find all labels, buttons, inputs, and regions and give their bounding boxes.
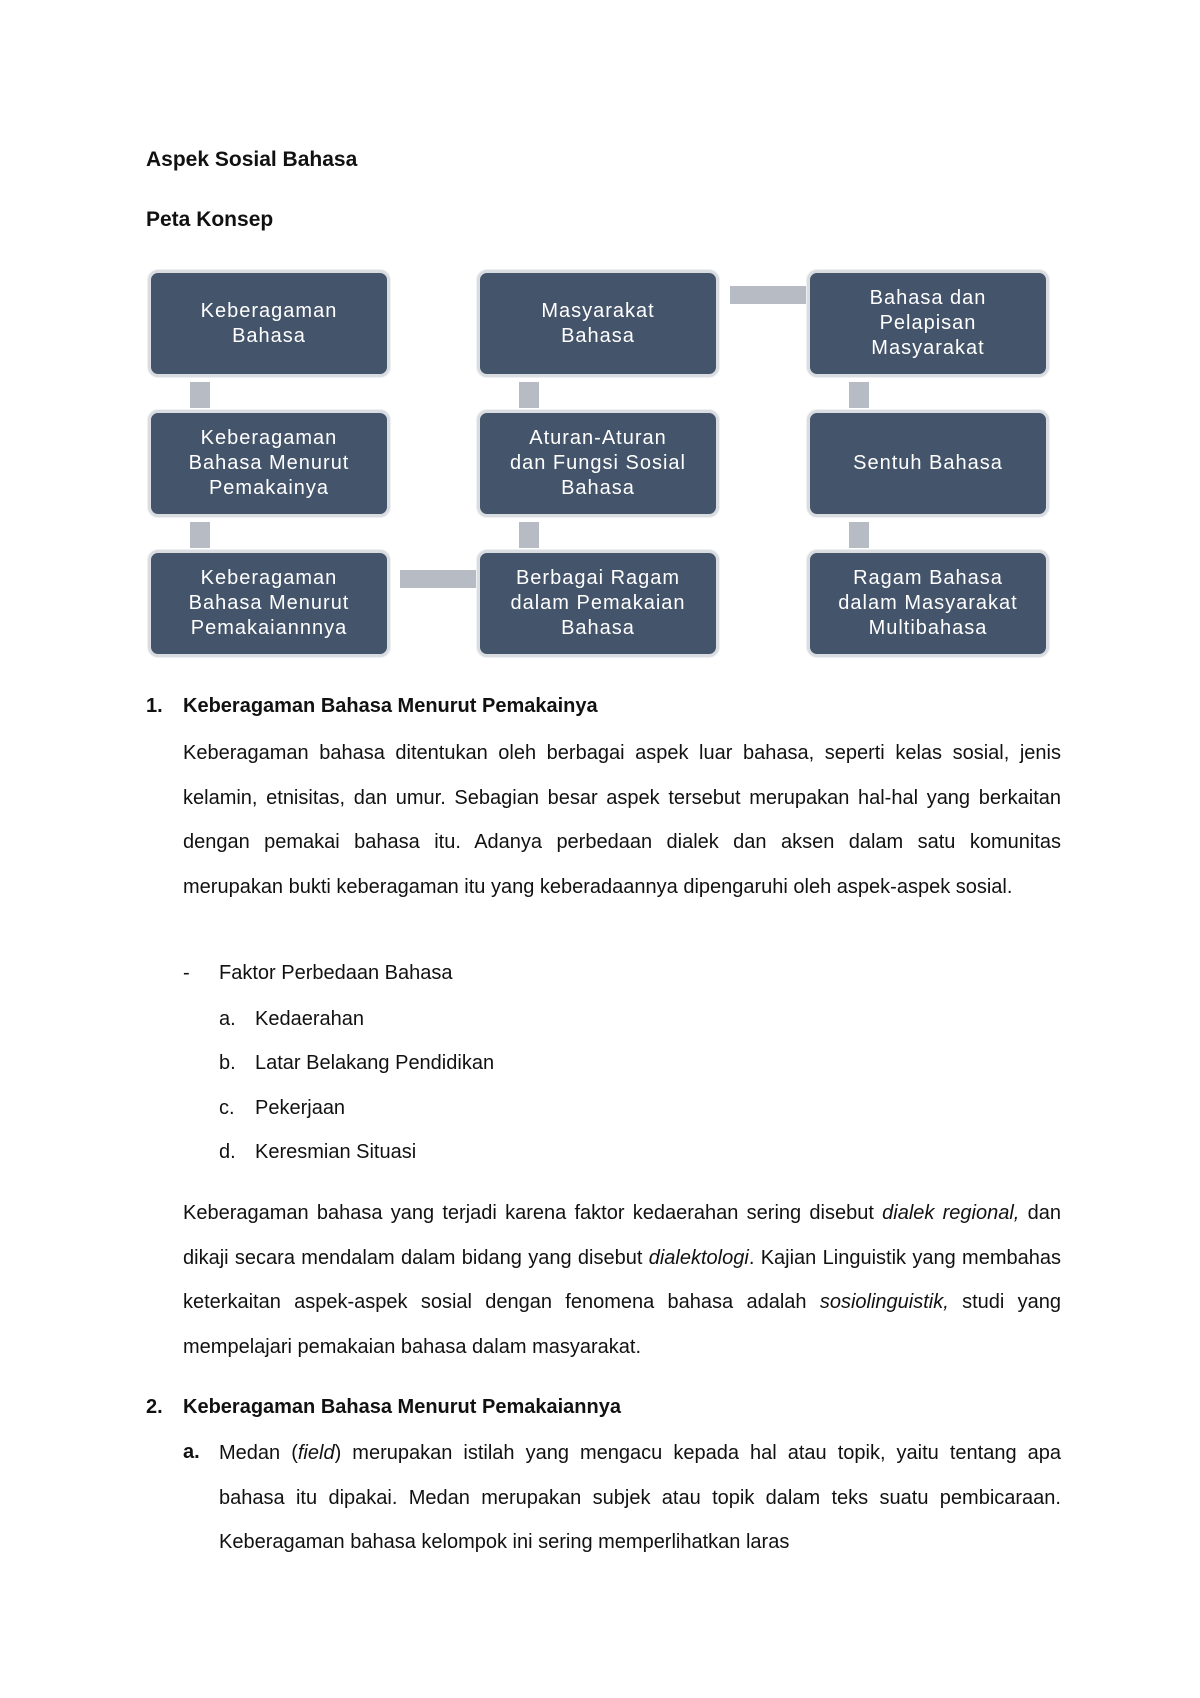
connector [400,570,476,588]
connector [519,522,539,548]
list-marker: a. [183,1441,200,1463]
list-marker: d. [219,1141,236,1163]
connector [849,522,869,548]
connector [190,382,210,408]
connector [519,382,539,408]
connector [849,382,869,408]
section-heading: Keberagaman Bahasa Menurut Pemakainya [183,695,598,717]
list-item: Latar Belakang Pendidikan [255,1052,495,1074]
section-paragraph: Keberagaman bahasa yang terjadi karena faktor kedaerahan sering disebut dialek regional, dan dikaji secara mendalam dalam bidang yang disebut dialektologi. Kajian Linguistik yang membahas keterkaitan aspek-aspek sosial dengan fenomena bahasa adalah sosiolinguistik, studi yang mempelajari pemakaian bahasa dalam masyarakat. [183,1202,1061,1358]
concept-box: Aturan-Aturan dan Fungsi Sosial Bahasa [477,410,719,517]
list-marker: c. [219,1097,235,1119]
concept-box: Sentuh Bahasa [807,410,1049,517]
list-item: Kedaerahan [255,1008,364,1030]
list-dash: - [183,962,190,984]
concept-box: Ragam Bahasa dalam Masyarakat Multibahasa [807,550,1049,657]
section-number: 2. [146,1396,163,1418]
section-number: 1. [146,695,163,717]
factor-heading: Faktor Perbedaan Bahasa [219,962,453,984]
concept-box: Masyarakat Bahasa [477,270,719,377]
concept-box: Keberagaman Bahasa [148,270,390,377]
connector [730,286,806,304]
connector [190,522,210,548]
page-subtitle: Peta Konsep [146,208,274,231]
list-marker: b. [219,1052,236,1074]
concept-box: Keberagaman Bahasa Menurut Pemakaiannnya [148,550,390,657]
concept-box: Bahasa dan Pelapisan Masyarakat [807,270,1049,377]
section-paragraph: Keberagaman bahasa ditentukan oleh berbagai aspek luar bahasa, seperti kelas sosial, jenis kelamin, etnisitas, dan umur. Sebagian besar aspek tersebut merupakan hal-hal yang berkaitan dengan pemakai bahasa itu. Adanya perbedaan dialek dan aksen dalam satu komunitas merupakan bukti keberagaman itu yang keberadaannya dipengaruhi oleh aspek-aspek sosial. [183,742,1061,898]
list-marker: a. [219,1008,236,1030]
concept-box: Keberagaman Bahasa Menurut Pemakainya [148,410,390,517]
list-item: Pekerjaan [255,1097,346,1119]
page-title: Aspek Sosial Bahasa [146,148,358,171]
concept-box: Berbagai Ragam dalam Pemakaian Bahasa [477,550,719,657]
section-paragraph: Medan (field) merupakan istilah yang mengacu kepada hal atau topik, yaitu tentang apa bahasa itu dipakai. Medan merupakan subjek atau topik dalam teks suatu pembicaraan. Keberagaman bahasa kelompok ini sering memperlihatkan laras [219,1442,1062,1553]
section-heading: Keberagaman Bahasa Menurut Pemakaiannya [183,1396,621,1418]
list-item: Keresmian Situasi [255,1141,417,1163]
